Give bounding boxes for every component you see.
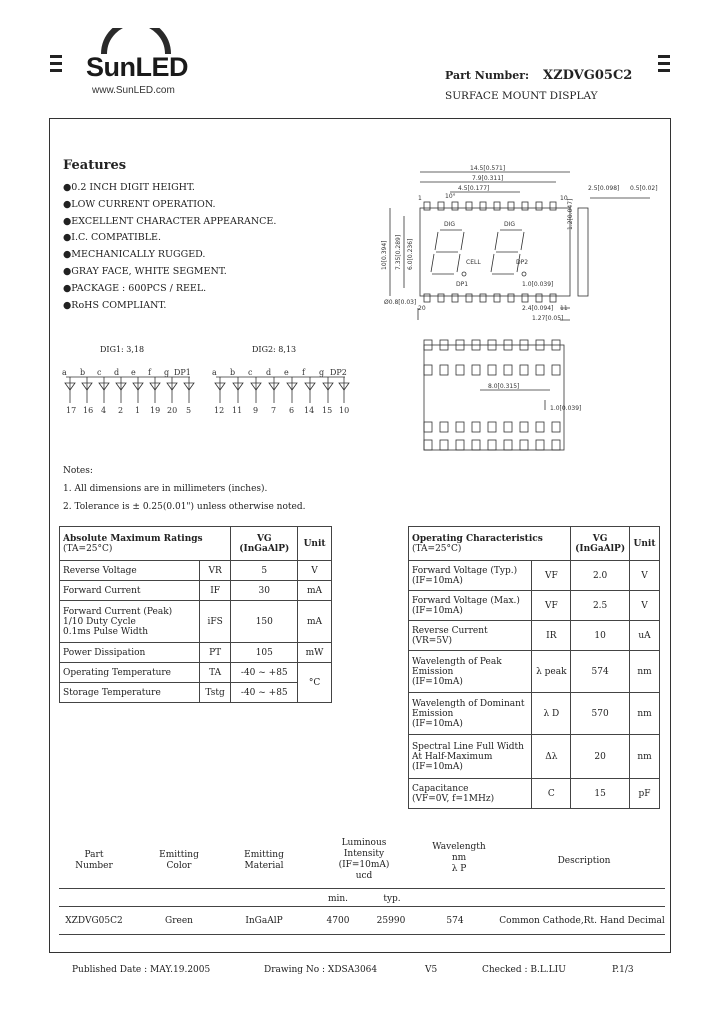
col-material-header	[229, 850, 299, 872]
dim-height: 10[0.394]	[381, 240, 388, 270]
header-line: Emitting	[159, 850, 199, 860]
header-line: λ P	[451, 864, 467, 874]
value: 574	[571, 651, 630, 693]
dim-width: 14.5[0.571]	[470, 165, 506, 172]
param-line: (VR=5V)	[412, 635, 453, 646]
symbol: IR	[532, 621, 571, 651]
cell-label: CELL	[466, 259, 481, 266]
vg-material: (InGaAlP)	[575, 543, 626, 554]
col-wavelength-header	[414, 842, 504, 875]
param-line: Emission	[412, 666, 454, 677]
header-line: Wavelength	[432, 842, 486, 852]
vg-label: VG	[256, 533, 272, 544]
row-typ: 25990	[376, 916, 406, 926]
param	[60, 601, 200, 643]
row-min: 4700	[326, 916, 350, 926]
pin-number: 10	[339, 406, 350, 415]
header-line: nm	[451, 853, 467, 863]
part-number-value: XZDVG05C2	[543, 68, 633, 83]
param	[409, 621, 532, 651]
header-line: Luminous	[341, 838, 387, 848]
unit: pF	[630, 779, 660, 809]
dim-pin-width: 2.4[0.094]	[522, 305, 554, 312]
digit-1-label: DIG	[444, 221, 456, 228]
pin-number: 1	[135, 406, 141, 415]
notes-title: Notes:	[63, 466, 93, 476]
unit: V	[630, 561, 660, 591]
dim-thickness: 2.5[0.098]	[588, 185, 620, 192]
param-line: Wavelength of Peak	[412, 656, 502, 667]
param-line: (IF=10mA)	[412, 605, 463, 616]
param-line: Forward Voltage (Max.)	[412, 595, 520, 606]
drawing-number: Drawing No : XDSA3064	[264, 965, 378, 975]
pin-11-label: 11	[560, 305, 568, 312]
row-material: InGaAlP	[245, 916, 283, 926]
param-line: 1/10 Duty Cycle	[63, 616, 136, 627]
feature-item: ●GRAY FACE, WHITE SEGMENT.	[63, 265, 227, 277]
param: Power Dissipation	[60, 643, 200, 663]
pin-number: 4	[101, 406, 107, 415]
pin-number: 20	[167, 406, 178, 415]
param-line: Forward Voltage (Typ.)	[412, 565, 518, 576]
param	[409, 735, 532, 779]
divider	[59, 906, 665, 907]
dim-pin-offset: 1.0[0.039]	[522, 281, 554, 288]
pin-number: 14	[304, 406, 315, 415]
param: Reverse Voltage	[60, 561, 200, 581]
dim-digit-height: 7.35[0.289]	[395, 234, 402, 270]
param	[409, 779, 532, 809]
pin-number: 17	[66, 406, 77, 415]
pin-number: 16	[83, 406, 94, 415]
vg-material: (InGaAlP)	[239, 543, 290, 554]
seg-label: f	[148, 368, 151, 377]
unit: V	[630, 591, 660, 621]
param: Forward Current	[60, 581, 200, 601]
seg-label: DP1	[174, 368, 191, 377]
param-line: Wavelength of Dominant	[412, 698, 525, 709]
param	[409, 591, 532, 621]
seg-label: g	[319, 368, 325, 377]
dim-segment-height: 6.0[0.236]	[407, 238, 414, 270]
dp1-label: DP1	[456, 281, 469, 288]
pin-number: 15	[322, 406, 333, 415]
symbol: VF	[532, 591, 571, 621]
abs-max-vg	[231, 527, 298, 561]
dim-pad-width: 1.0[0.039]	[550, 405, 582, 412]
seg-label: c	[97, 368, 102, 377]
op-char-unit: Unit	[630, 527, 660, 561]
value: 570	[571, 693, 630, 735]
pin-number: 6	[289, 406, 295, 415]
seg-label: d	[266, 368, 272, 377]
abs-max-cond: (TA=25°C)	[63, 543, 113, 554]
param-line: Capacitance	[412, 783, 469, 794]
pin-number: 11	[232, 406, 243, 415]
header-line: Material	[244, 861, 284, 871]
features-title: Features	[63, 158, 127, 173]
value: 15	[571, 779, 630, 809]
seg-label: d	[114, 368, 120, 377]
header-line: (IF=10mA)	[338, 860, 390, 870]
note-2: 2. Tolerance is ± 0.25(0.01") unless otherwise noted.	[63, 502, 306, 512]
seg-label: DP2	[330, 368, 347, 377]
abs-max-header	[60, 527, 231, 561]
header-bars-left	[50, 55, 62, 76]
unit: mA	[298, 581, 332, 601]
header-line: Part	[84, 850, 104, 860]
value: 10	[571, 621, 630, 651]
seg-label: f	[302, 368, 305, 377]
col-part-header	[59, 850, 129, 872]
divider	[59, 934, 665, 935]
seg-label: g	[164, 368, 170, 377]
param: Storage Temperature	[60, 683, 200, 703]
header-line: Intensity	[343, 849, 385, 859]
mechanical-drawing	[360, 160, 660, 460]
value: -40 ~ +85	[231, 683, 298, 703]
seg-label: e	[131, 368, 136, 377]
param	[409, 651, 532, 693]
dim-digit-pitch: 7.9[0.311]	[472, 175, 504, 182]
note-1: 1. All dimensions are in millimeters (inches).	[63, 484, 268, 494]
dig1-label: DIG1: 3,18	[100, 345, 145, 354]
feature-item: ●PACKAGE : 600PCS / REEL.	[63, 282, 207, 294]
symbol: IF	[199, 581, 231, 601]
pin-number: 5	[186, 406, 192, 415]
version: V5	[425, 965, 438, 975]
typ-label: typ.	[383, 894, 401, 904]
dig2-label: DIG2: 8,13	[252, 345, 297, 354]
pin-10-label: 10	[560, 195, 568, 202]
dim-pin-pitch: 1.2[0.047]	[567, 198, 574, 230]
op-char-cond: (TA=25°C)	[412, 543, 462, 554]
symbol: VR	[199, 561, 231, 581]
digit-2-label: DIG	[504, 221, 516, 228]
param-line: (IF=10mA)	[412, 718, 463, 729]
seg-label: a	[62, 368, 67, 377]
unit: mA	[298, 601, 332, 643]
col-color-header	[144, 850, 214, 872]
checked-by: Checked : B.L.LIU	[482, 965, 566, 975]
param-line: (IF=10mA)	[412, 575, 463, 586]
circuit-diagram	[60, 355, 360, 420]
row-description: Common Cathode,Rt. Hand Decimal	[499, 916, 665, 926]
pin-number: 2	[118, 406, 124, 415]
value: 150	[231, 601, 298, 643]
unit: °C	[298, 663, 332, 703]
seg-label: a	[212, 368, 217, 377]
vg-label: VG	[592, 533, 608, 544]
row-color: Green	[165, 916, 193, 926]
unit: nm	[630, 693, 660, 735]
param-line: At Half-Maximum	[412, 751, 493, 762]
notes	[63, 462, 305, 516]
symbol: λ peak	[532, 651, 571, 693]
param-line: (IF=10mA)	[412, 676, 463, 687]
published-date: Published Date : MAY.19.2005	[72, 965, 211, 975]
value: 5	[231, 561, 298, 581]
param-line: Emission	[412, 708, 454, 719]
feature-item: ●MECHANICALLY RUGGED.	[63, 249, 206, 261]
pin-number: 12	[214, 406, 225, 415]
unit: nm	[630, 651, 660, 693]
part-number-label: Part Number:	[445, 69, 530, 82]
pin-20-label: 20	[418, 305, 426, 312]
website-url[interactable]: www.SunLED.com	[92, 85, 175, 96]
document-subtitle: SURFACE MOUNT DISPLAY	[445, 90, 598, 102]
header-line: Number	[75, 861, 113, 871]
symbol: VF	[532, 561, 571, 591]
symbol: λ D	[532, 693, 571, 735]
param-line: (VF=0V, f=1MHz)	[412, 793, 495, 804]
row-wavelength: 574	[446, 916, 464, 926]
feature-item: ●RoHS COMPLIANT.	[63, 299, 167, 311]
symbol: C	[532, 779, 571, 809]
feature-item: ●LOW CURRENT OPERATION.	[63, 198, 216, 210]
symbol: PT	[199, 643, 231, 663]
features-list	[63, 180, 276, 314]
abs-max-unit: Unit	[298, 527, 332, 561]
unit: V	[298, 561, 332, 581]
seg-label: c	[248, 368, 253, 377]
seg-label: b	[80, 368, 86, 377]
unit: nm	[630, 735, 660, 779]
min-label: min.	[327, 894, 349, 904]
col-luminous-header	[319, 838, 409, 882]
pin-number: 9	[253, 406, 259, 415]
param: Operating Temperature	[60, 663, 200, 683]
part-number-header	[445, 68, 632, 83]
row-part: XZDVG05C2	[65, 916, 123, 926]
unit: uA	[630, 621, 660, 651]
symbol: Tstg	[199, 683, 231, 703]
abs-max-table	[59, 526, 332, 703]
param-line: Spectral Line Full Width	[412, 741, 524, 752]
param-line: (IF=10mA)	[412, 761, 463, 772]
param	[409, 561, 532, 591]
dim-pad-span: 8.0[0.315]	[488, 383, 520, 390]
seg-label: e	[284, 368, 289, 377]
symbol: TA	[199, 663, 231, 683]
feature-item: ●I.C. COMPATIBLE.	[63, 232, 162, 244]
header-line: Color	[166, 861, 192, 871]
feature-item: ●EXCELLENT CHARACTER APPEARANCE.	[63, 215, 277, 227]
value: 30	[231, 581, 298, 601]
op-char-header	[409, 527, 571, 561]
value: 2.0	[571, 561, 630, 591]
param-line: Forward Current (Peak)	[63, 606, 173, 617]
brand-logo: SunLED	[86, 52, 188, 82]
param	[409, 693, 532, 735]
dim-lead: 0.5[0.02]	[630, 185, 658, 192]
product-table	[59, 838, 665, 938]
param-line: Reverse Current	[412, 625, 488, 636]
value: 2.5	[571, 591, 630, 621]
pin-number: 7	[271, 406, 277, 415]
dim-pin-gap: 1.27[0.05]	[532, 315, 564, 322]
abs-max-title: Absolute Maximum Ratings	[63, 533, 203, 544]
value: 20	[571, 735, 630, 779]
pin-1-label: 1	[418, 195, 422, 202]
unit: mW	[298, 643, 332, 663]
symbol: iFS	[199, 601, 231, 643]
dim-digit-width: 4.5[0.177]	[458, 185, 490, 192]
op-char-title: Operating Characteristics	[412, 533, 543, 544]
divider	[59, 888, 665, 889]
symbol: Δλ	[532, 735, 571, 779]
page-number: P.1/3	[612, 965, 634, 975]
feature-item: ●0.2 INCH DIGIT HEIGHT.	[63, 182, 195, 193]
dp2-label: DP2	[516, 259, 529, 266]
dim-slant: 10°	[445, 193, 456, 200]
col-description-header: Description	[557, 856, 611, 866]
header-bars-right	[658, 55, 670, 76]
value: -40 ~ +85	[231, 663, 298, 683]
pin-number: 19	[150, 406, 161, 415]
seg-label: b	[230, 368, 236, 377]
param-line: 0.1ms Pulse Width	[63, 626, 149, 637]
op-char-table	[408, 526, 660, 809]
header-line: ucd	[355, 871, 373, 881]
header-line: Emitting	[244, 850, 284, 860]
op-char-vg	[571, 527, 630, 561]
dim-dp-dia: Ø0.8[0.03]	[384, 299, 417, 306]
value: 105	[231, 643, 298, 663]
